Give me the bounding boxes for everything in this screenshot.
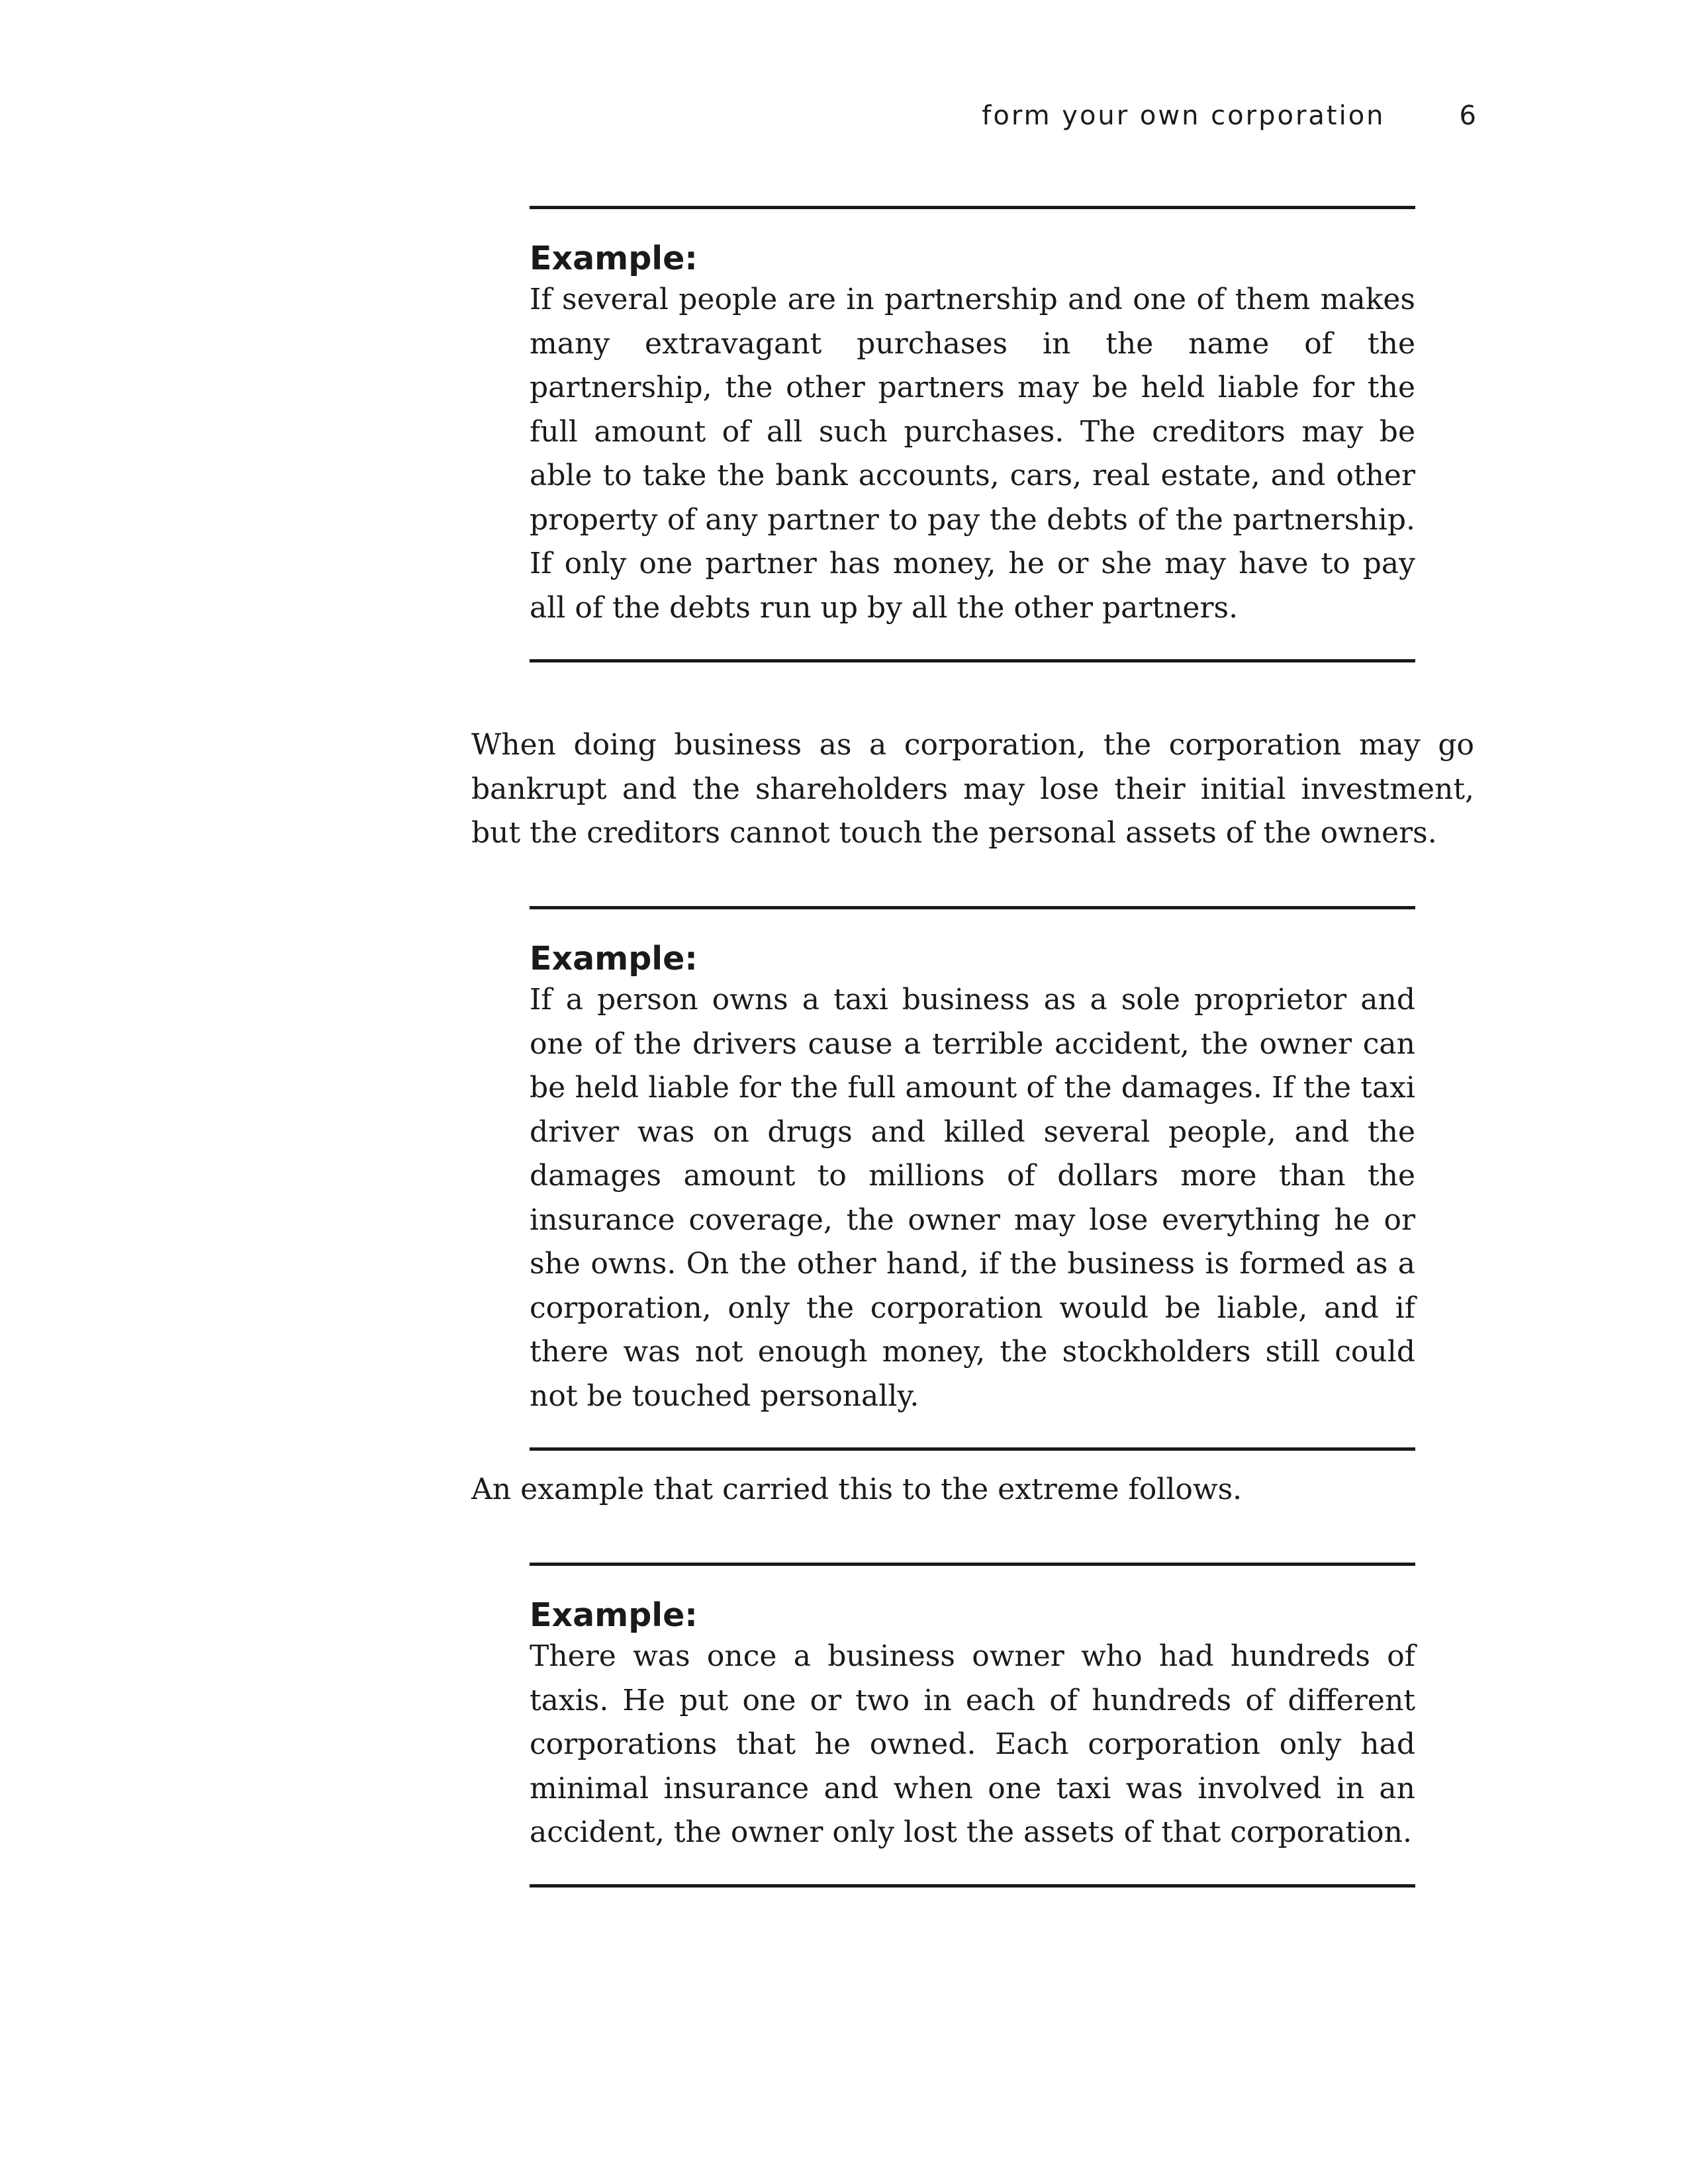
running-head — [982, 101, 1476, 131]
example-label: Example: — [530, 1596, 698, 1634]
example-text: If several people are in partnership and one of them makes many extravagant purchases in the name of the partnership, the other partners may be held liable for the full amount of all such purchases. The creditors may be able to take the bank accounts, cars, real estate, and other property of any partner to pay the debts of the partnership. If only one partner has money, he or she may have to pay all of the debts run up by all the other partners. — [530, 283, 1415, 625]
example-box — [530, 206, 1415, 662]
running-title: form your own corporation — [982, 101, 1385, 131]
example-label: Example: — [530, 240, 698, 277]
body-paragraph: When doing business as a corporation, the corporation may go bankrupt and the shareholders may lose their initial investment, but the creditors cannot touch the personal assets of the owners. — [471, 728, 1474, 850]
example-box — [530, 906, 1415, 1451]
body-paragraph: An example that carried this to the extreme follows. — [471, 1473, 1243, 1506]
example-label: Example: — [530, 940, 698, 978]
example-text: If a person owns a taxi business as a sole proprietor and one of the drivers cause a terrible accident, the owner can be held liable for the full amount of the damages. If the taxi driver was on drugs and killed several people, and the damages amount to millions of dollars more than the insurance coverage, the owner may lose everything he or she owns. On the other hand, if the business is formed as a corporation, only the corporation would be liable, and if there was not enough money, the stockholders still could not be touched personally. — [530, 983, 1415, 1413]
example-box — [530, 1563, 1415, 1888]
example-text: There was once a business owner who had hundreds of taxis. He put one or two in each of hundreds of different corporations that he owned. Each corporation only had minimal insurance and when one taxi was involved in an accident, the owner only lost the assets of that corporation. — [530, 1639, 1415, 1849]
page-number: 6 — [1459, 101, 1476, 131]
